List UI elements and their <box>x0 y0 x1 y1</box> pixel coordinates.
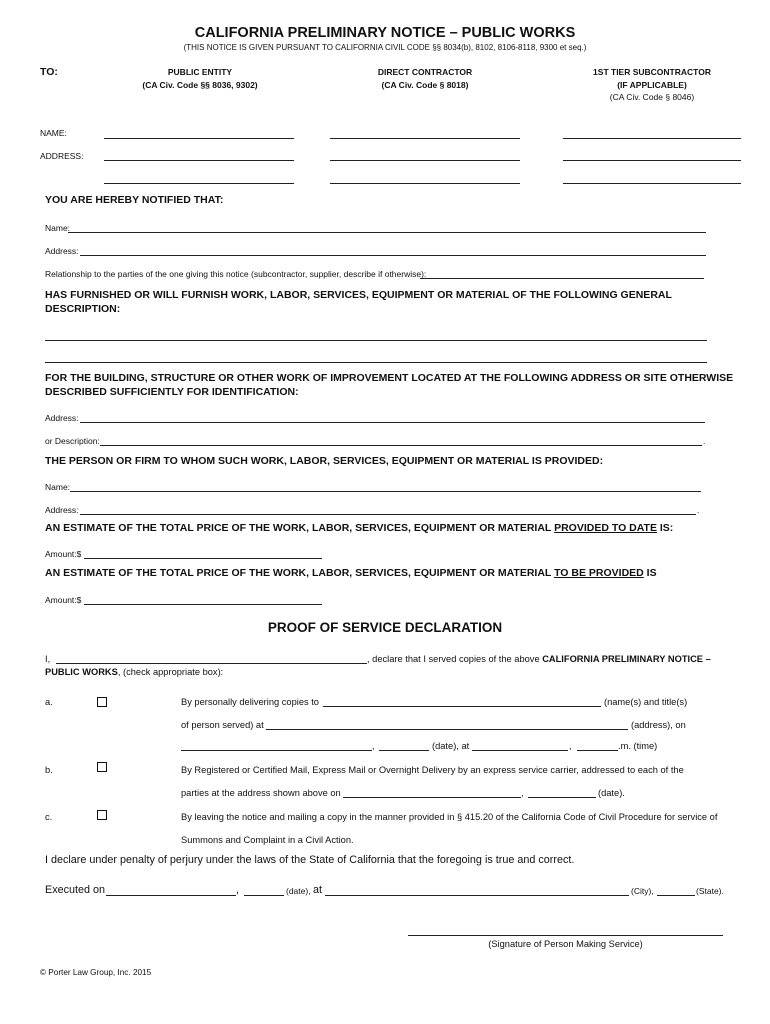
subcontractor-name-field[interactable] <box>563 138 741 139</box>
option-b-text: By Registered or Certified Mail, Express Mail or Overnight Delivery by an express service carrier, addressed to each of the <box>181 765 684 775</box>
option-a-checkbox[interactable] <box>97 697 107 707</box>
public-entity-heading: PUBLIC ENTITY <box>167 67 233 77</box>
executed-city-field[interactable] <box>325 895 629 896</box>
furnished-heading: HAS FURNISHED OR WILL FURNISH WORK, LABOR, SERVICES, EQUIPMENT OR MATERIAL OF THE FOLLOWING GENERAL <box>45 289 672 301</box>
public-entity-name-field[interactable] <box>104 138 294 139</box>
hiring-party-address-field[interactable] <box>80 514 696 515</box>
page-subtitle: (THIS NOTICE IS GIVEN PURSUANT TO CALIFORNIA CIVIL CODE §§ 8034(b), 8102, 8106-8118, 9300 et seq.) <box>183 43 587 52</box>
claimant-name-label: Name: <box>45 223 71 233</box>
option-c-label: c. <box>45 812 53 822</box>
description-field-1[interactable] <box>45 340 707 341</box>
option-a-address-label: (address), on <box>631 720 686 730</box>
public-entity-address2-field[interactable] <box>104 183 294 184</box>
option-c-checkbox[interactable] <box>97 810 107 820</box>
served-date-day-field[interactable] <box>379 750 429 751</box>
option-c-text-cont: Summons and Complaint in a Civil Action. <box>181 835 354 845</box>
option-a-text: By personally delivering copies to <box>181 697 319 707</box>
claimant-name-field[interactable] <box>68 232 706 233</box>
declare-text: , declare that I served copies of the above CALIFORNIA PRELIMINARY NOTICE – <box>367 654 711 664</box>
direct-contractor-code: (CA Civ. Code § 8018) <box>381 80 469 90</box>
estimate-future-heading: AN ESTIMATE OF THE TOTAL PRICE OF THE WORK, LABOR, SERVICES, EQUIPMENT OR MATERIAL TO BE PROVIDED IS <box>45 567 657 579</box>
public-entity-code: (CA Civ. Code §§ 8036, 9302) <box>142 80 258 90</box>
option-b-date-label: (date). <box>598 788 625 798</box>
executed-date-field[interactable] <box>106 895 236 896</box>
relationship-label: Relationship to the parties of the one giving this notice (subcontractor, supplier, describe if otherwise): <box>45 269 427 279</box>
executed-city-label: (City), <box>631 886 654 896</box>
page-title: CALIFORNIA PRELIMINARY NOTICE – PUBLIC WORKS <box>194 25 576 41</box>
claimant-address-label: Address: <box>45 246 79 256</box>
proof-heading: PROOF OF SERVICE DECLARATION <box>267 620 503 635</box>
mailing-year-field[interactable] <box>528 797 596 798</box>
executed-on-label: Executed on <box>45 884 106 896</box>
option-b-checkbox[interactable] <box>97 762 107 772</box>
signature-field[interactable] <box>408 935 723 936</box>
served-ampm-field[interactable] <box>577 750 618 751</box>
site-description-label: or Description: <box>45 436 100 446</box>
executed-comma: , <box>236 884 239 896</box>
amount-to-date-label: Amount:$ <box>45 549 82 559</box>
served-date-field[interactable] <box>181 750 372 751</box>
hiring-party-address-period: . <box>697 505 700 515</box>
option-a-of-person: of person served) at <box>181 720 264 730</box>
served-address-field[interactable] <box>266 729 628 730</box>
option-b-comma: , <box>521 788 524 798</box>
direct-contractor-address-field[interactable] <box>330 160 520 161</box>
direct-contractor-address2-field[interactable] <box>330 183 520 184</box>
declarant-name-field[interactable] <box>56 663 367 664</box>
copyright: © Porter Law Group, Inc. 2015 <box>40 968 152 977</box>
furnished-heading-cont: DESCRIPTION: <box>45 303 121 315</box>
option-c-text: By leaving the notice and mailing a copy in the manner provided in § 415.20 of the California Code of Civil Procedure for service of <box>181 812 718 822</box>
option-a-comma-1: , <box>372 741 375 751</box>
hiring-party-name-field[interactable] <box>70 491 701 492</box>
subcontractor-address-field[interactable] <box>563 160 741 161</box>
option-b-label: b. <box>45 765 53 775</box>
claimant-address-field[interactable] <box>80 255 706 256</box>
executed-at-label: at <box>313 884 323 896</box>
mailing-date-field[interactable] <box>343 797 521 798</box>
direct-contractor-heading: DIRECT CONTRACTOR <box>377 67 473 77</box>
site-description-period: . <box>703 436 706 446</box>
to-name-label: NAME: <box>40 128 67 138</box>
subcontractor-address2-field[interactable] <box>563 183 741 184</box>
amount-future-field[interactable] <box>84 604 322 605</box>
building-heading: FOR THE BUILDING, STRUCTURE OR OTHER WORK OF IMPROVEMENT LOCATED AT THE FOLLOWING ADDRESS OR SITE OTHERWISE <box>45 372 734 384</box>
notified-heading: YOU ARE HEREBY NOTIFIED THAT: <box>45 194 224 206</box>
hiring-party-name-label: Name: <box>45 482 71 492</box>
signature-label: (Signature of Person Making Service) <box>488 939 643 949</box>
hiring-party-address-label: Address: <box>45 505 79 515</box>
description-field-2[interactable] <box>45 362 707 363</box>
site-address-field[interactable] <box>80 422 705 423</box>
public-entity-address-field[interactable] <box>104 160 294 161</box>
option-a-comma-2: , <box>569 741 572 751</box>
option-a-time-label: .m. (time) <box>618 741 658 751</box>
served-names-field[interactable] <box>323 706 601 707</box>
executed-state-field[interactable] <box>657 895 695 896</box>
executed-state-label: (State). <box>696 886 724 896</box>
executed-year-field[interactable] <box>244 895 284 896</box>
subcontractor-applicable: (IF APPLICABLE) <box>617 80 687 90</box>
to-label: TO: <box>40 66 58 78</box>
option-a-date-label: (date), at <box>432 741 470 751</box>
estimate-to-date-heading: AN ESTIMATE OF THE TOTAL PRICE OF THE WORK, LABOR, SERVICES, EQUIPMENT OR MATERIAL PROVIDED TO DATE IS: <box>45 522 674 534</box>
executed-date-label: (date), <box>286 886 311 896</box>
declarant-i-label: I, <box>45 654 51 664</box>
site-address-label: Address: <box>45 413 79 423</box>
amount-future-label: Amount:$ <box>45 595 82 605</box>
amount-to-date-field[interactable] <box>84 558 322 559</box>
served-time-field[interactable] <box>472 750 568 751</box>
subcontractor-code: (CA Civ. Code § 8046) <box>609 92 695 102</box>
building-heading-cont: DESCRIBED SUFFICIENTLY FOR IDENTIFICATION: <box>45 386 299 398</box>
provided-to-heading: THE PERSON OR FIRM TO WHOM SUCH WORK, LABOR, SERVICES, EQUIPMENT OR MATERIAL IS PROVIDED: <box>45 455 604 467</box>
subcontractor-heading: 1ST TIER SUBCONTRACTOR <box>593 67 711 77</box>
option-a-label: a. <box>45 697 53 707</box>
site-description-field[interactable] <box>100 445 702 446</box>
perjury-statement: I declare under penalty of perjury under the laws of the State of California that the foregoing is true and correct. <box>45 854 575 866</box>
relationship-field[interactable] <box>420 278 704 279</box>
direct-contractor-name-field[interactable] <box>330 138 520 139</box>
declare-text-cont: PUBLIC WORKS, (check appropriate box): <box>45 667 224 677</box>
option-b-parties: parties at the address shown above on <box>181 788 341 798</box>
option-a-names-label: (name(s) and title(s) <box>604 697 688 707</box>
to-address-label: ADDRESS: <box>40 151 84 161</box>
